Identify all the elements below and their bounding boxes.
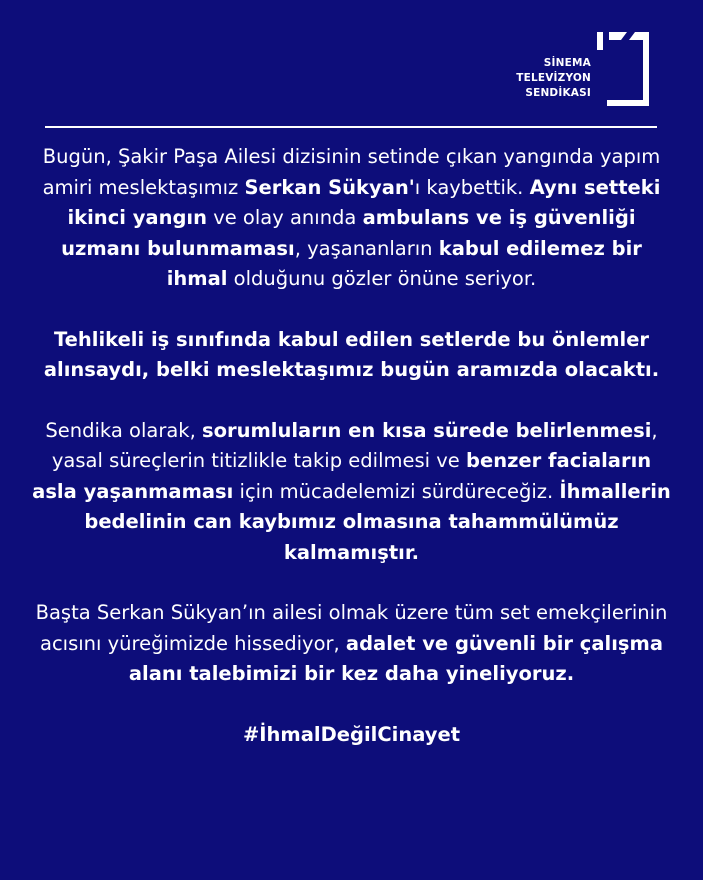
logo-line-3: SENDİKASI — [525, 87, 591, 99]
logo-wordmark — [516, 56, 591, 101]
emphasized-text: adalet ve güvenli bir çalışma alanı talebimizi bir kez daha yineliyoruz. — [128, 631, 663, 685]
emphasized-text: Serkan Sükyan' — [244, 175, 415, 199]
statement-paragraph — [28, 142, 675, 295]
emphasized-text: ambulans ve iş güvenliği uzmanı bulunmaması — [61, 206, 636, 260]
paragraph-text: için mücadelemizi sürdüreceğiz. — [233, 479, 560, 503]
emphasized-text: İhmallerin bedelinin can kaybımız olmasına tahammülümüz kalmamıştır. — [84, 479, 671, 564]
paragraph-text: olduğunu gözler önüne seriyor. — [227, 267, 537, 290]
statement-paragraph — [28, 416, 675, 569]
emphasized-text: benzer faciaların asla yaşanmaması — [32, 449, 652, 503]
union-logo — [516, 30, 651, 110]
statement-body — [28, 142, 675, 750]
emphasized-text: Tehlikeli iş sınıfında kabul edilen setlerde bu önlemler alınsaydı, belki meslektaşımız bugün aramızda olacaktı. — [43, 327, 660, 381]
paragraph-text: , yasal süreçlerin titizlikle takip edilmesi ve — [51, 418, 658, 472]
paragraph-text: ve olay anında — [207, 206, 363, 229]
hashtag: #İhmalDeğilCinayet — [242, 722, 461, 746]
logo-frame-icon — [595, 30, 651, 110]
statement-paragraph — [28, 598, 675, 690]
paragraph-text: Bugün, Şakir Paşa Ailesi dizisinin setinde çıkan yangında yapım amiri meslektaşımız — [42, 145, 661, 199]
logo-line-1: SİNEMA — [543, 57, 591, 69]
emphasized-text: kabul edilemez bir ihmal — [166, 236, 642, 290]
emphasized-text: sorumluların en kısa sürede belirlenmesi — [201, 418, 652, 442]
paragraph-text: ı kaybettik. — [414, 175, 530, 199]
header-divider — [45, 126, 657, 128]
paragraph-text: , yaşananların — [294, 236, 439, 260]
paragraph-text: Sendika olarak, — [45, 418, 202, 442]
logo-line-2: TELEVİZYON — [516, 72, 591, 84]
emphasized-text: Aynı setteki ikinci yangın — [67, 175, 661, 229]
paragraph-text: Başta Serkan Sükyan’ın ailesi olmak üzere tüm set emekçilerinin acısını yüreğimizde hissediyor, — [35, 601, 668, 655]
statement-paragraph — [28, 325, 675, 386]
